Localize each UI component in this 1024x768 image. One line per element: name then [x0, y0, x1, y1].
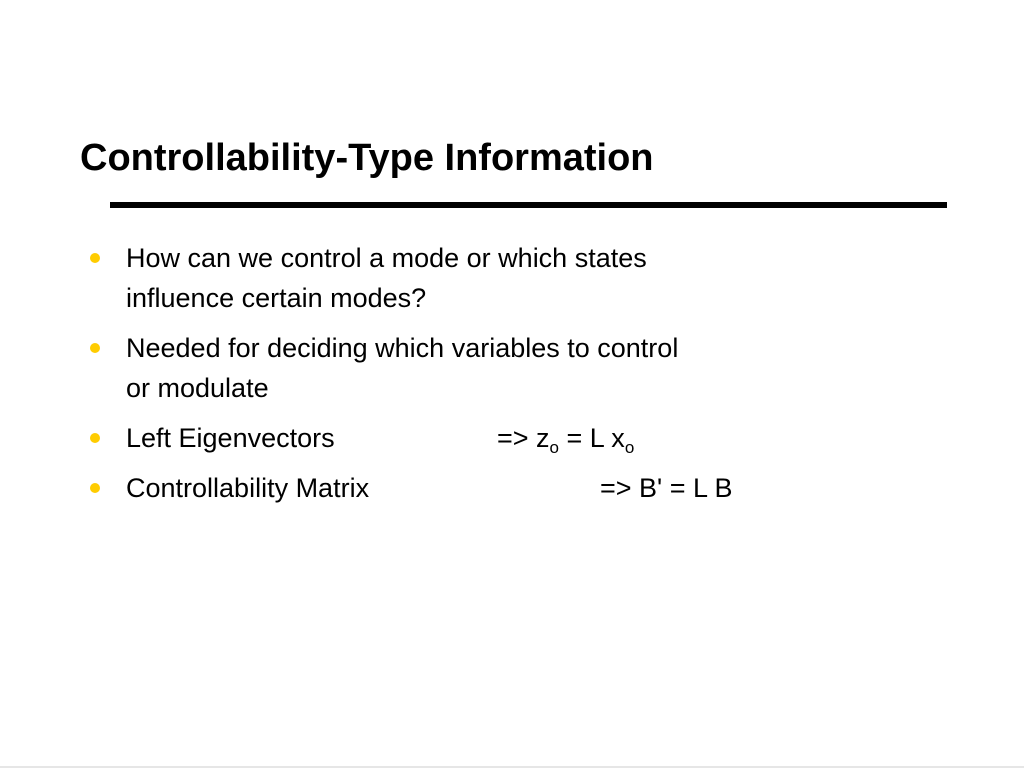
formula-part: = L x	[559, 423, 625, 453]
formula-part: => z	[497, 423, 550, 453]
bullet-item-control-mode	[0, 238, 1024, 318]
bullet-item-controllability-matrix	[0, 468, 1024, 508]
bullet-line: Needed for deciding which variables to control	[126, 333, 679, 363]
slide-title: Controllability-Type Information	[80, 137, 654, 179]
bullet-dot-icon	[90, 483, 100, 493]
bullet-dot-icon	[90, 433, 100, 443]
bullet-line: or modulate	[126, 373, 269, 403]
bullet-dot-icon	[90, 253, 100, 263]
title-underline	[110, 202, 947, 208]
bullet-text: Left Eigenvectors	[126, 423, 335, 453]
bullet-item-needed-for	[0, 328, 1024, 408]
bullet-item-left-eigenvectors	[0, 418, 1024, 458]
controllability-formula: => B' = L B	[600, 473, 733, 503]
bullet-list	[0, 238, 1024, 518]
bullet-line: influence certain modes?	[126, 283, 427, 313]
bullet-line: How can we control a mode or which states	[126, 243, 647, 273]
eigenvector-formula	[497, 418, 634, 458]
formula-subscript: o	[624, 438, 635, 457]
bullet-text: Controllability Matrix	[126, 473, 370, 503]
bullet-dot-icon	[90, 343, 100, 353]
formula-subscript: o	[549, 438, 560, 457]
